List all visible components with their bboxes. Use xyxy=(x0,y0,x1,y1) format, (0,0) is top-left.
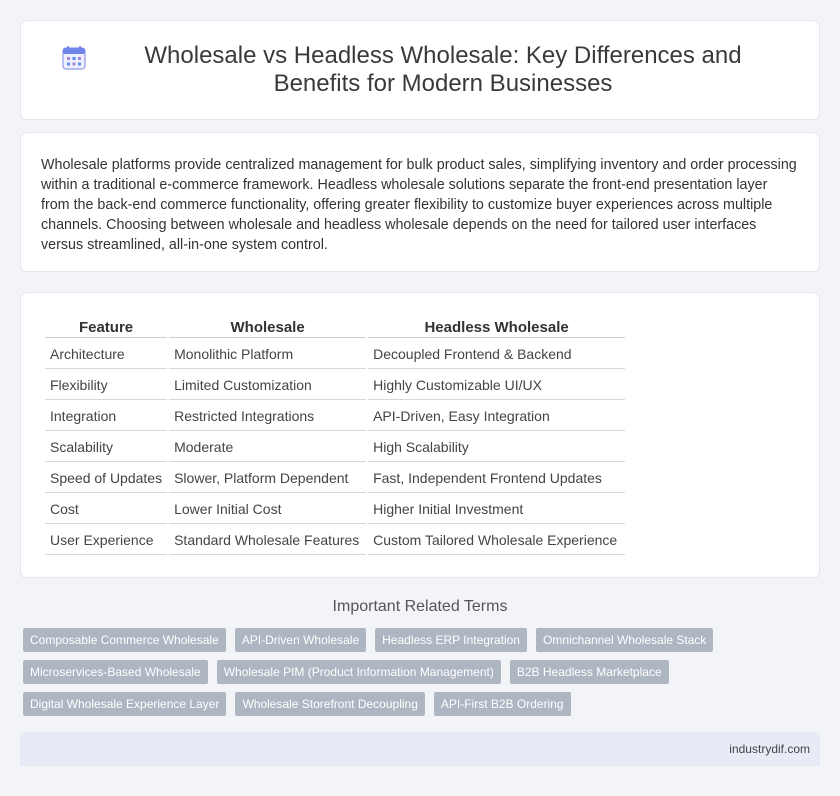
tag-api-first-b2b-ordering[interactable]: API-First B2B Ordering xyxy=(434,692,571,716)
tag-row xyxy=(23,692,823,716)
feature-cell: Scalability xyxy=(45,433,167,462)
related-terms-list xyxy=(23,628,823,724)
table-row xyxy=(45,371,625,400)
feature-cell: Integration xyxy=(45,402,167,431)
table-row xyxy=(45,526,625,555)
table-row xyxy=(45,433,625,462)
tag-omnichannel-wholesale-stack[interactable]: Omnichannel Wholesale Stack xyxy=(536,628,713,652)
title-card xyxy=(20,20,820,120)
headless-cell: API-Driven, Easy Integration xyxy=(368,402,625,431)
feature-cell: Cost xyxy=(45,495,167,524)
tag-wholesale-storefront-decoupling[interactable]: Wholesale Storefront Decoupling xyxy=(235,692,424,716)
intro-card xyxy=(20,132,820,272)
feature-cell: Architecture xyxy=(45,340,167,369)
wholesale-cell: Monolithic Platform xyxy=(169,340,366,369)
headless-cell: Highly Customizable UI/UX xyxy=(368,371,625,400)
headless-cell: High Scalability xyxy=(368,433,625,462)
wholesale-cell: Slower, Platform Dependent xyxy=(169,464,366,493)
footer xyxy=(20,732,820,766)
table-row xyxy=(45,340,625,369)
table-row xyxy=(45,495,625,524)
header-wholesale: Wholesale xyxy=(169,317,366,338)
intro-paragraph: Wholesale platforms provide centralized management for bulk product sales, simplifying inventory and order processing within a traditional e-commerce framework. Headless wholesale solutions separate the front-end presentation layer from the back-end commerce functionality, offering greater flexibility to customize buyer experiences across multiple channels. Choosing between wholesale and headless wholesale depends on the need for tailored user interfaces versus streamlined, all-in-one system control. xyxy=(41,157,797,253)
table-row xyxy=(45,464,625,493)
wholesale-cell: Standard Wholesale Features xyxy=(169,526,366,555)
calendar-grid-icon xyxy=(61,45,87,71)
tag-composable-commerce-wholesale[interactable]: Composable Commerce Wholesale xyxy=(23,628,226,652)
headless-cell: Custom Tailored Wholesale Experience xyxy=(368,526,625,555)
comparison-card xyxy=(20,292,820,578)
wholesale-cell: Lower Initial Cost xyxy=(169,495,366,524)
tag-headless-erp-integration[interactable]: Headless ERP Integration xyxy=(375,628,527,652)
header-headless-wholesale: Headless Wholesale xyxy=(368,317,625,338)
feature-cell: User Experience xyxy=(45,526,167,555)
tag-wholesale-pim[interactable]: Wholesale PIM (Product Information Management) xyxy=(217,660,501,684)
tag-digital-wholesale-experience-layer[interactable]: Digital Wholesale Experience Layer xyxy=(23,692,226,716)
header-feature: Feature xyxy=(45,317,167,338)
headless-cell: Fast, Independent Frontend Updates xyxy=(368,464,625,493)
wholesale-cell: Restricted Integrations xyxy=(169,402,366,431)
wholesale-cell: Moderate xyxy=(169,433,366,462)
page-title: Wholesale vs Headless Wholesale: Key Differences and Benefits for Modern Businesses xyxy=(144,42,742,97)
feature-cell: Speed of Updates xyxy=(45,464,167,493)
tag-b2b-headless-marketplace[interactable]: B2B Headless Marketplace xyxy=(510,660,669,684)
comparison-table xyxy=(43,315,627,557)
related-terms-title: Important Related Terms xyxy=(332,598,508,615)
table-row xyxy=(45,402,625,431)
wholesale-cell: Limited Customization xyxy=(169,371,366,400)
tag-row xyxy=(23,628,823,652)
tag-microservices-based-wholesale[interactable]: Microservices-Based Wholesale xyxy=(23,660,208,684)
tag-api-driven-wholesale[interactable]: API-Driven Wholesale xyxy=(235,628,366,652)
feature-cell: Flexibility xyxy=(45,371,167,400)
tag-row xyxy=(23,660,823,684)
headless-cell: Decoupled Frontend & Backend xyxy=(368,340,625,369)
footer-site-link[interactable]: industrydif.com xyxy=(729,742,810,756)
table-header-row xyxy=(45,317,625,338)
headless-cell: Higher Initial Investment xyxy=(368,495,625,524)
